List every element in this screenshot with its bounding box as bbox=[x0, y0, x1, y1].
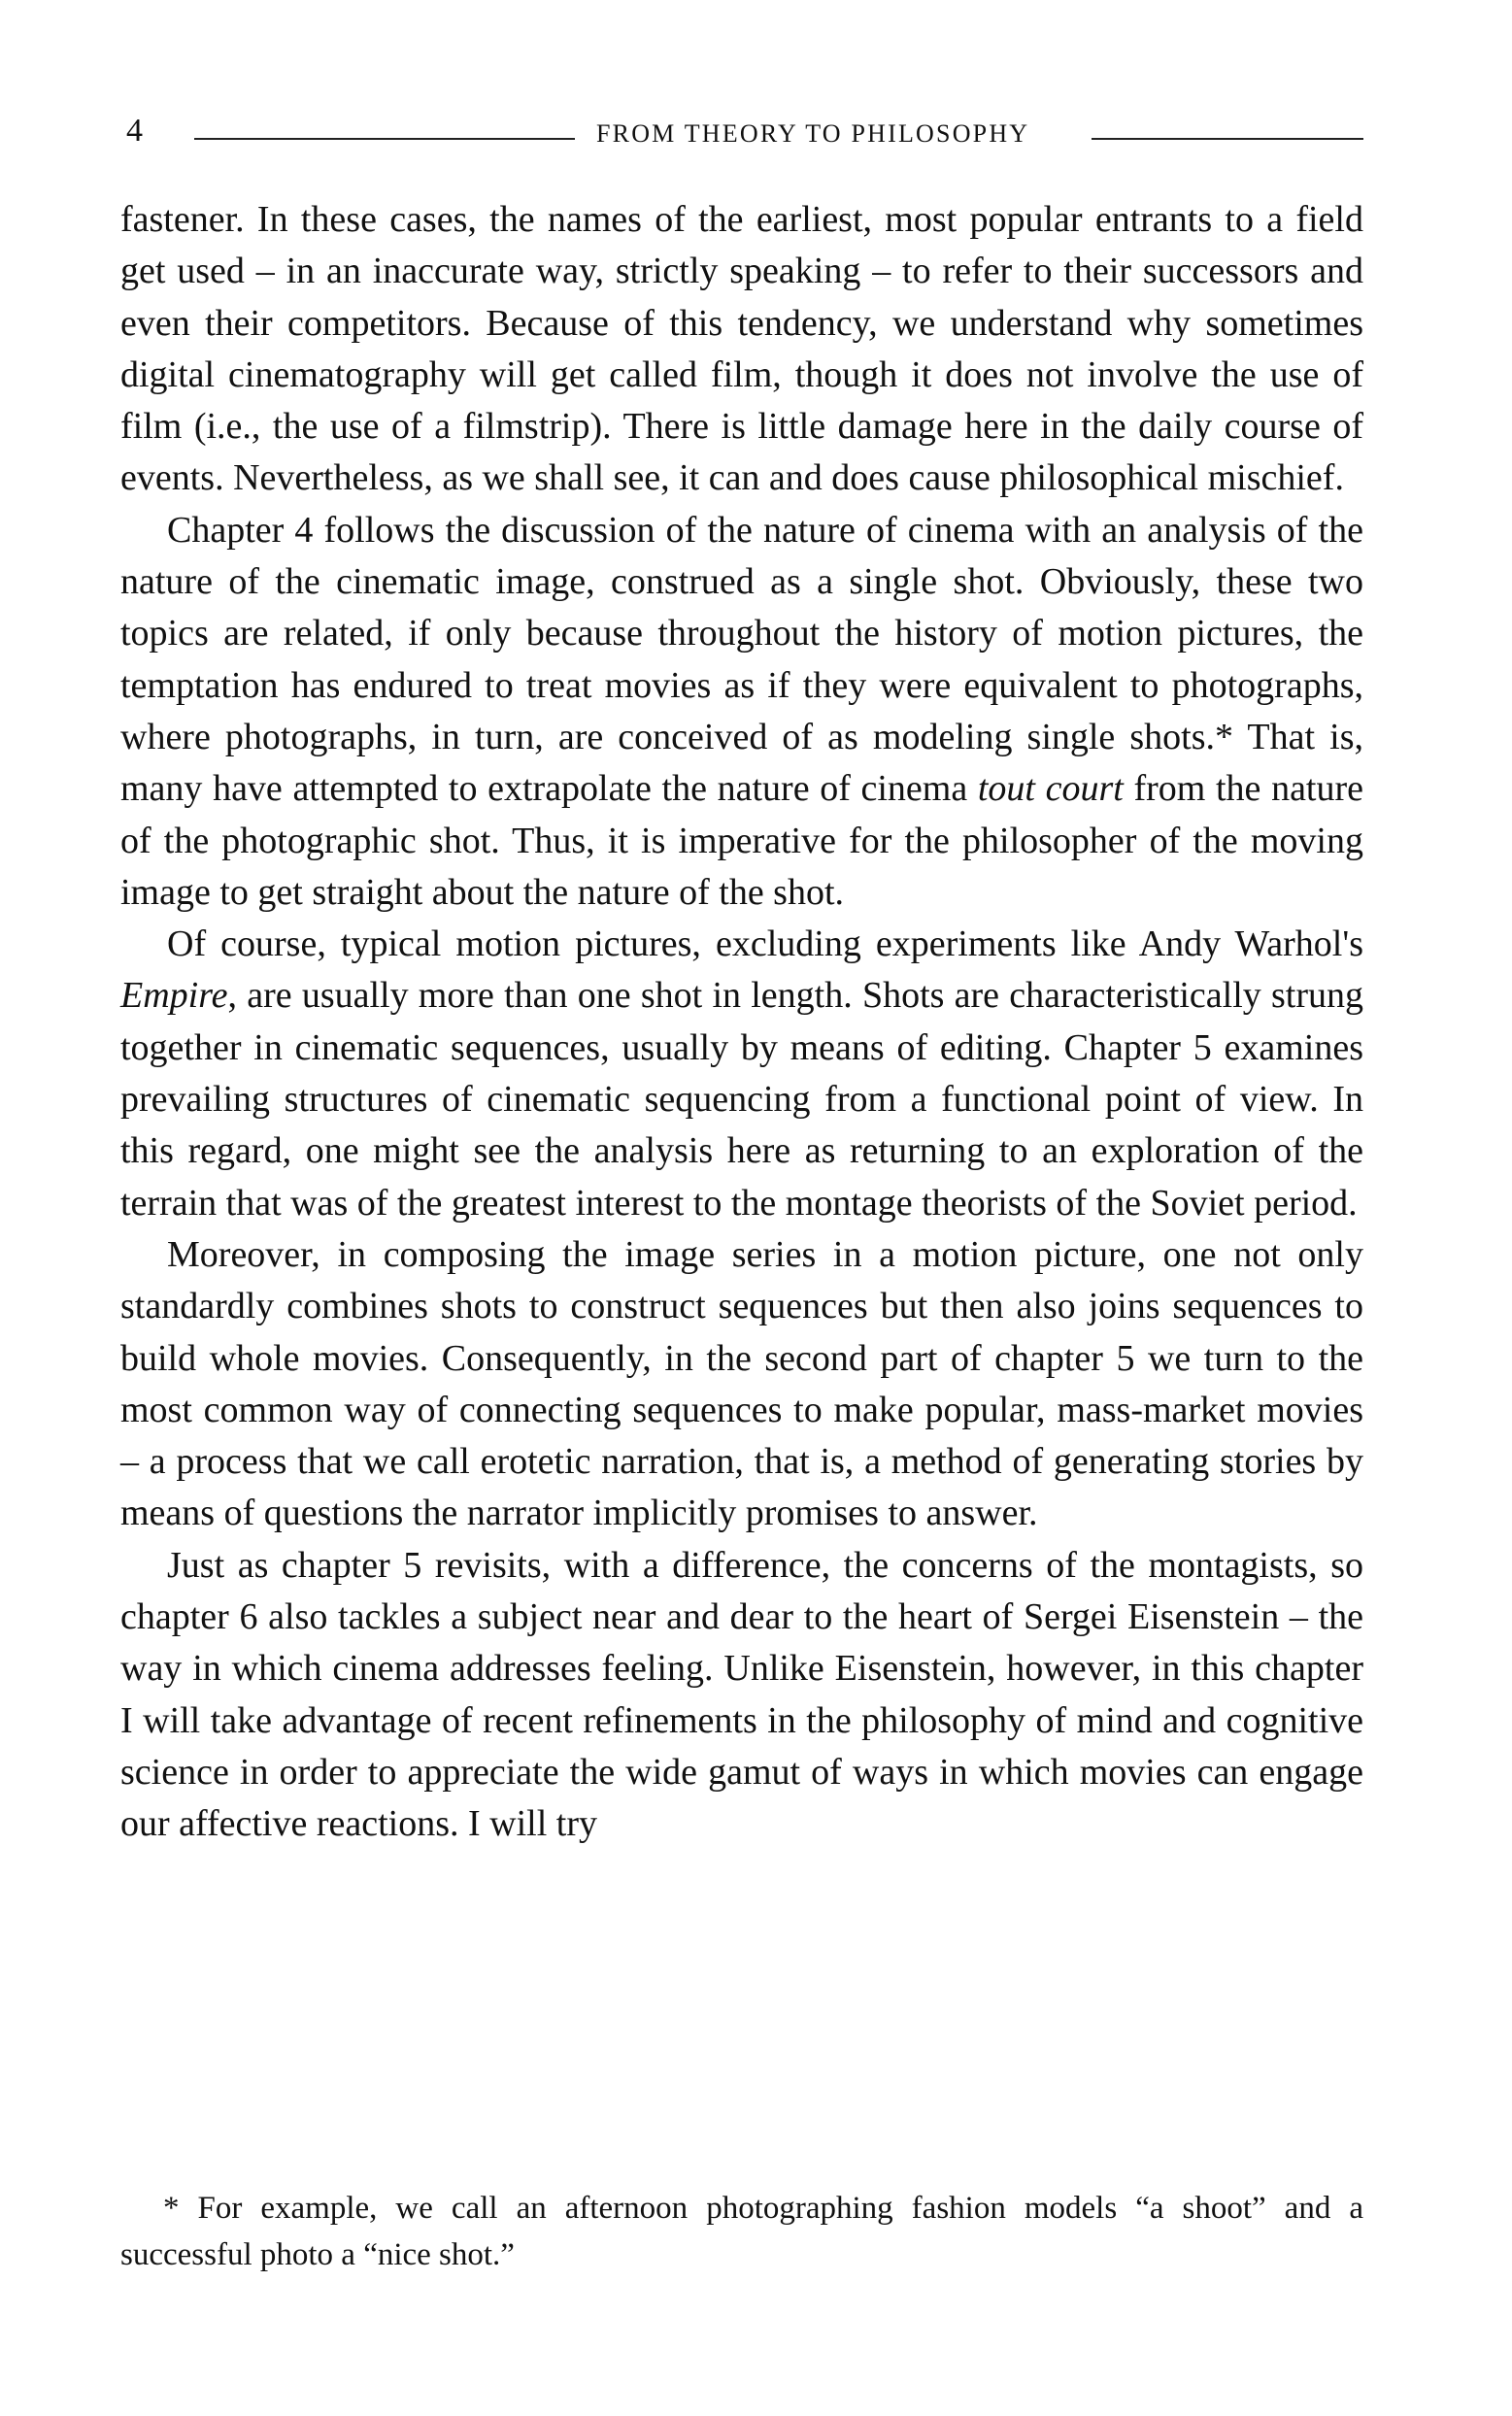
header-rule-right bbox=[1092, 138, 1363, 140]
paragraph-text: , are usually more than one shot in length. Shots are characteristically strung together in cinematic sequences, usually by means of editing. Chapter 5 examines prevailing structures of cinematic sequencing from a functional point of view. In this regard, one might see the analysis here as returning to an exploration of the terrain that was of the greatest interest to the montage theorists of the Soviet period. bbox=[120, 975, 1363, 1224]
page-number: 4 bbox=[126, 113, 143, 149]
body-text bbox=[120, 194, 1363, 1851]
paragraph-text: Of course, typical motion pictures, excluding experiments like Andy Warhol's bbox=[167, 923, 1363, 965]
paragraph bbox=[120, 505, 1363, 919]
paragraph-text: Chapter 4 follows the discussion of the nature of cinema with an analysis of the nature of the cinematic image, construed as a single shot. Obviously, these two topics are related, if only because throughout the history of motion pictures, the temptation has endured to treat movies as if they were equivalent to photographs, where photographs, in turn, are conceived of as modeling single shots.* That is, many have attempted to extrapolate the nature of cinema bbox=[120, 509, 1363, 810]
header-rule-left bbox=[194, 138, 575, 140]
running-head: FROM THEORY TO PHILOSOPHY bbox=[596, 119, 1030, 148]
footnote bbox=[120, 2185, 1363, 2278]
footnote-text: * For example, we call an afternoon photographing fashion models “a shoot” and a successful photo a “nice shot.” bbox=[120, 2191, 1363, 2272]
italic-phrase: tout court bbox=[977, 768, 1124, 810]
paragraph: Moreover, in composing the image series in a motion picture, one not only standardly combines shots to construct sequences but then also joins sequences to build whole movies. Consequently, in the second part of chapter 5 we turn to the most common way of connecting sequences to make popular, mass-market movies – a process that we call erotetic narration, that is, a method of generating stories by means of questions the narrator implicitly promises to answer. bbox=[120, 1233, 1363, 1534]
page-header bbox=[120, 107, 1363, 155]
paragraph: Just as chapter 5 revisits, with a difference, the concerns of the montagists, so chapter 6 also tackles a subject near and dear to the heart of Sergei Eisenstein – the way in which cinema addresses feeling. Unlike Eisenstein, however, in this chapter I will take advantage of recent refinements in the philosophy of mind and cognitive science in order to appreciate the wide gamut of ways in which movies can engage our affective reactions. I will try bbox=[120, 1544, 1363, 1845]
paragraph bbox=[120, 919, 1363, 1229]
paragraph: fastener. In these cases, the names of the earliest, most popular entrants to a field get used – in an inaccurate way, strictly speaking – to refer to their successors and even their competitors. Because of this tendency, we understand why sometimes digital cinematography will get called film, though it does not involve the use of film (i.e., the use of a filmstrip). There is little damage here in the daily course of events. Nevertheless, as we shall see, it can and does cause philosophical mischief. bbox=[120, 199, 1363, 499]
film-title: Empire bbox=[120, 975, 228, 1017]
book-page bbox=[120, 107, 1363, 1851]
paragraph-text: from the nature of the photographic shot. Thus, it is imperative for the philosopher of the moving image to get straight about the nature of the shot. bbox=[120, 768, 1364, 913]
